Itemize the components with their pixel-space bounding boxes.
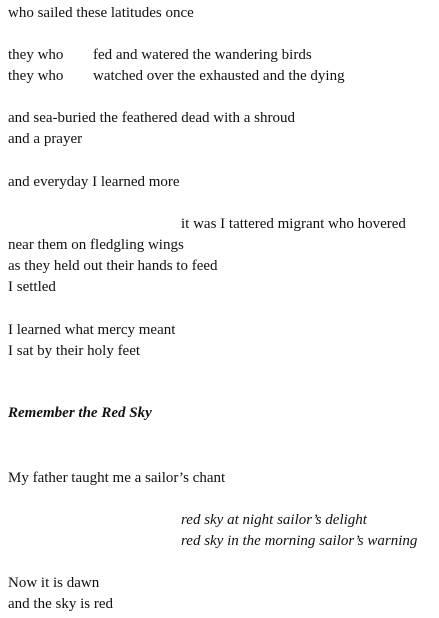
poem-line-continuation: fed and watered the wandering birds (93, 47, 312, 63)
poem-line: who sailed these latitudes once (8, 5, 194, 21)
poem-line (8, 45, 428, 65)
poem-line: as they held out their hands to feed (8, 258, 218, 274)
poem-line: and everyday I learned more (8, 174, 180, 190)
poem-line-italic: red sky at night sailor’s delight (181, 512, 367, 528)
poem-line: near them on fledgling wings (8, 237, 184, 253)
poem-line-continuation: watched over the exhausted and the dying (93, 68, 345, 84)
poem-line: and the sky is red (8, 596, 113, 612)
poem-line-italic: red sky in the morning sailor’s warning (181, 533, 418, 549)
poem-line-start: they who (8, 47, 64, 63)
poem-line: I settled (8, 279, 56, 295)
poem-title: Remember the Red Sky (8, 405, 152, 421)
poem-line: and a prayer (8, 131, 83, 147)
poem-line (8, 66, 428, 86)
poem-line: Now it is dawn (8, 575, 100, 591)
poem-line: I sat by their holy feet (8, 343, 141, 359)
poem-line: My father taught me a sailor’s chant (8, 470, 226, 486)
poem-line: I learned what mercy meant (8, 322, 176, 338)
poem-line-indented: it was I tattered migrant who hovered (181, 216, 406, 232)
poem-line: and sea-buried the feathered dead with a shroud (8, 110, 295, 126)
poem-line-start: they who (8, 68, 64, 84)
